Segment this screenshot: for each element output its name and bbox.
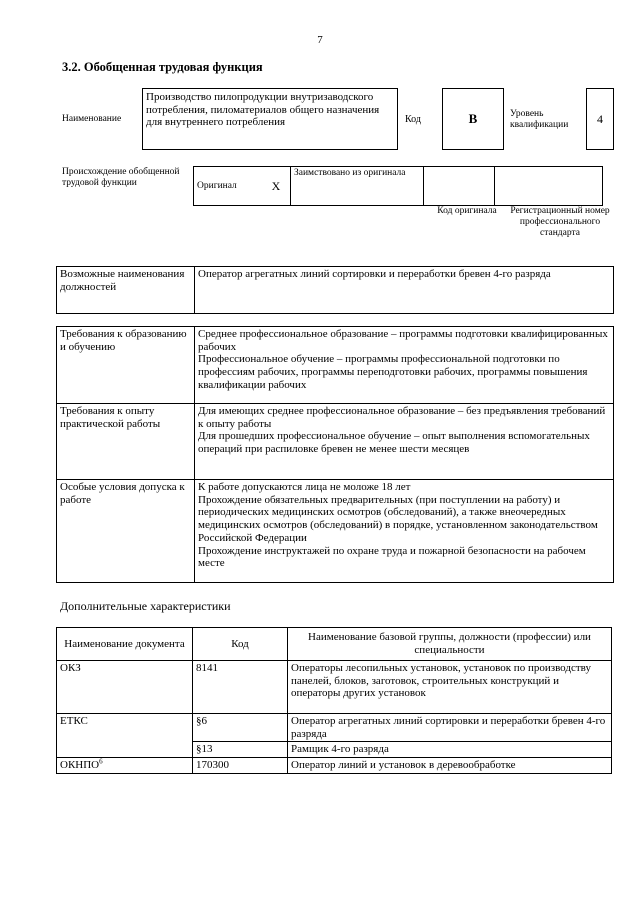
name-cell: Оператор агрегатных линий сортировки и переработки бревен 4-го разряда (288, 714, 612, 742)
conditions-line: Прохождение обязательных предварительных (при поступлении на работу) и периодических медицинских осмотров (обследований), а также внеочередных медицинских осмотров (обследований) в порядке, установленном законодательством Российской Федерации (198, 493, 598, 544)
experience-line: Для имеющих среднее профессиональное образование – без предъявления требований к опыту работы (198, 405, 606, 430)
doc-cell (57, 758, 193, 774)
reg-number-caption: Регистрационный номер профессионального стандарта (510, 206, 610, 238)
code-box: B (442, 88, 504, 150)
code-cell: 8141 (193, 661, 288, 714)
table-row (57, 758, 612, 774)
code-original-caption: Код оригинала (437, 206, 497, 216)
requirements-conditions-row (57, 480, 614, 583)
name-cell: Оператор линий и установок в деревообработке (288, 758, 612, 774)
extra-heading: Дополнительные характеристики (60, 599, 231, 613)
extra-header-row (57, 628, 612, 661)
doc-cell: ЕТКС (57, 714, 193, 758)
original-label: Оригинал (194, 167, 263, 206)
code-cell: 170300 (193, 758, 288, 774)
education-line: Профессиональное обучение – программы профессиональной подготовки по профессиям рабочих, программы переподготовки рабочих, программы повышения квалификации рабочих (198, 353, 588, 391)
footnote-ref: 6 (99, 757, 103, 766)
original-mark: X (262, 167, 291, 206)
conditions-line: К работе допускаются лица не моложе 18 лет (198, 481, 411, 493)
education-label: Требования к образованию и обучению (57, 327, 195, 404)
education-value (195, 327, 614, 404)
conditions-line: Прохождение инструктажей по охране труда и пожарной безопасности на рабочем месте (198, 544, 586, 570)
extra-table (56, 627, 612, 774)
doc-name: ОКНПО (60, 759, 100, 772)
positions-value: Оператор агрегатных линий сортировки и переработки бревен 4-го разряда (195, 267, 614, 314)
col-doc-header: Наименование документа (57, 628, 193, 661)
requirements-table (56, 326, 614, 583)
section-title: 3.2. Обобщенная трудовая функция (62, 60, 263, 74)
code-label: Код (405, 114, 421, 125)
col-name-header: Наименование базовой группы, должности (профессии) или специальности (288, 628, 612, 661)
code-cell: §13 (193, 742, 288, 758)
table-row (57, 661, 612, 714)
code-cell: §6 (193, 714, 288, 742)
borrowed-label: Заимствовано из оригинала (291, 167, 424, 206)
origin-table (193, 166, 603, 206)
name-label: Наименование (62, 114, 122, 124)
experience-line: Для прошедших профессиональное обучение – опыт выполнения вспомогательных операций при распиловке бревен не менее шести месяцев (198, 430, 590, 456)
col-code-header: Код (193, 628, 288, 661)
origin-label: Происхождение обобщенной трудовой функции (62, 167, 180, 188)
level-label: Уровень квалификации (510, 109, 569, 130)
conditions-label: Особые условия допуска к работе (57, 480, 195, 583)
education-line: Среднее профессиональное образование – программы подготовки квалифицированных рабочих (198, 328, 608, 353)
conditions-value (195, 480, 614, 583)
name-cell: Рамщик 4-го разряда (288, 742, 612, 758)
reg-number-cell (495, 167, 603, 206)
level-box: 4 (586, 88, 614, 150)
function-name-box: Производство пилопродукции внутризаводского потребления, пиломатериалов общего назначения для внутреннего потребления (142, 88, 398, 150)
requirements-experience-row (57, 404, 614, 480)
name-cell: Операторы лесопильных установок, установок по производству панелей, блоков, заготовок, строительных конструкций и операторы других установок (288, 661, 612, 714)
table-row (57, 714, 612, 742)
original-code-cell (424, 167, 495, 206)
positions-label: Возможные наименования должностей (57, 267, 195, 314)
experience-label: Требования к опыту практической работы (57, 404, 195, 480)
positions-table (56, 266, 614, 314)
experience-value (195, 404, 614, 480)
doc-cell: ОКЗ (57, 661, 193, 714)
requirements-education-row (57, 327, 614, 404)
page-number: 7 (317, 34, 323, 46)
